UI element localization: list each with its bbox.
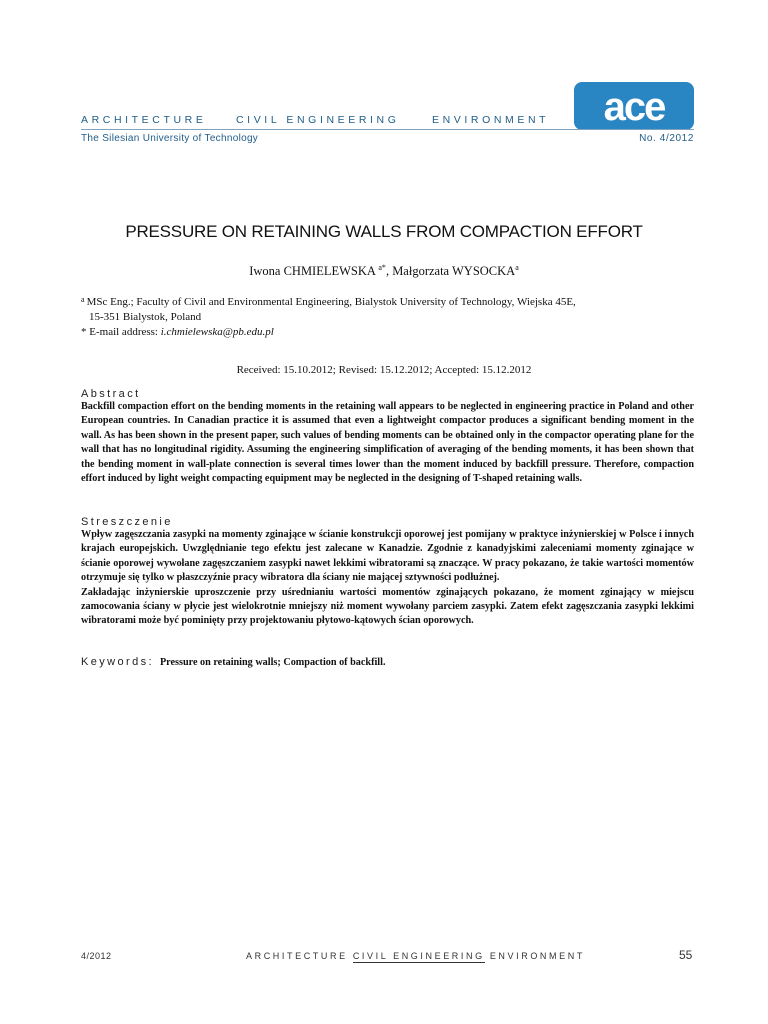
- author-1-mark: a*: [378, 263, 386, 272]
- page-number: 55: [679, 948, 693, 962]
- footer-journal: [246, 951, 585, 961]
- authors: [0, 263, 768, 279]
- author-2: Małgorzata WYSOCKA: [392, 264, 516, 278]
- issue-number: No. 4/2012: [639, 133, 694, 144]
- journal-name: [81, 114, 549, 126]
- footer-issue: 4/2012: [81, 951, 112, 961]
- header-rule: [81, 129, 694, 130]
- affiliation-line-1: MSc Eng.; Faculty of Civil and Environmental Engineering, Bialystok University of Technology, Wiejska 45E,: [86, 296, 576, 308]
- email-mark: *: [81, 326, 87, 338]
- author-separator: ,: [385, 264, 393, 278]
- abstract-section: [81, 388, 694, 486]
- footer-journal-architecture: ARCHITECTURE: [246, 951, 348, 961]
- article-title: PRESSURE ON RETAINING WALLS FROM COMPACTION EFFORT: [125, 222, 643, 241]
- email-label: E-mail address:: [89, 326, 161, 338]
- header-subrow: [81, 133, 694, 144]
- keywords-text: Pressure on retaining walls; Compaction of backfill.: [159, 657, 386, 668]
- abstract-heading: Abstract: [81, 388, 141, 400]
- author-2-mark: a: [515, 263, 519, 272]
- university-name: The Silesian University of Technology: [81, 133, 259, 144]
- streszczenie-section: [81, 516, 694, 629]
- footer-journal-environment: ENVIRONMENT: [489, 951, 585, 961]
- logo-letters: ace: [603, 85, 665, 129]
- author-1: Iwona CHMIELEWSKA: [249, 264, 376, 278]
- footer-journal-civil-engineering: CIVIL ENGINEERING: [352, 951, 485, 961]
- journal-word-architecture: ARCHITECTURE: [81, 114, 207, 126]
- affiliation-mark: a: [81, 295, 85, 304]
- streszczenie-heading: Streszczenie: [81, 516, 173, 528]
- streszczenie-paragraph-1: Wpływ zagęszczania zasypki na momenty zginające w ścianie konstrukcji oporowej jest pomijany w praktyce inżynierskiej w Polsce i innych krajach europejskich. Uwzględnianie tego efektu jest zalecane w Kanadzie. Zgodnie z kanadyjskimi zaleceniami momenty zginające w ścianie oporowej wywołane zagęszczaniem zasypki nawet lekkimi wibratorami są znaczące. W pracy pokazano, że takie wartości momentów otrzymuje się tylko w płaszczyźnie pracy wibratora dla ściany nie mającej sztywności podłużnej.: [81, 529, 694, 584]
- affiliation: [81, 292, 691, 340]
- streszczenie-paragraph-2: Zakładając inżynierskie uproszczenie przy uśrednianiu wartości momentów zginających pokazano, że moment zginający w miejscu zamocowania ściany w płycie jest wielokrotnie mniejszy niż moment wywołany parciem zasypki. Zatem efekt zagęszczania zasypki lekkimi wibratorami może być pominięty przy projektowaniu płytowo-kątowych ścian oporowych.: [81, 586, 694, 627]
- journal-word-environment: ENVIRONMENT: [432, 114, 550, 126]
- email-address[interactable]: i.chmielewska@pb.edu.pl: [160, 326, 274, 338]
- ace-logo: [574, 82, 694, 130]
- article-dates: Received: 15.10.2012; Revised: 15.12.2012; Accepted: 15.12.2012: [236, 364, 532, 376]
- keywords-label: Keywords:: [81, 656, 154, 668]
- affiliation-line-2: 15-351 Bialystok, Poland: [89, 311, 202, 323]
- abstract-text: Backfill compaction effort on the bending moments in the retaining wall appears to be neglected in engineering practice in Poland and other European countries. In Canadian practice it is assumed that even a lightweight compactor produces a significant bending moment in the wall. As has been shown in the present paper, such values of bending moments can be obtained only in the compactor operating plane for the wall that has no longitudinal rigidity. Assuming the engineering simplification of averaging of the bending moments, it has been shown that the bending moment in wall-plate connection is several times lower than the moment induced by backfill pressure. Therefore, compaction effort induced by light weight compacting equipment may be neglected in the designing of T-shaped retaining walls.: [81, 401, 694, 485]
- keywords-section: [81, 656, 694, 668]
- journal-word-civil-engineering: CIVIL ENGINEERING: [236, 114, 400, 126]
